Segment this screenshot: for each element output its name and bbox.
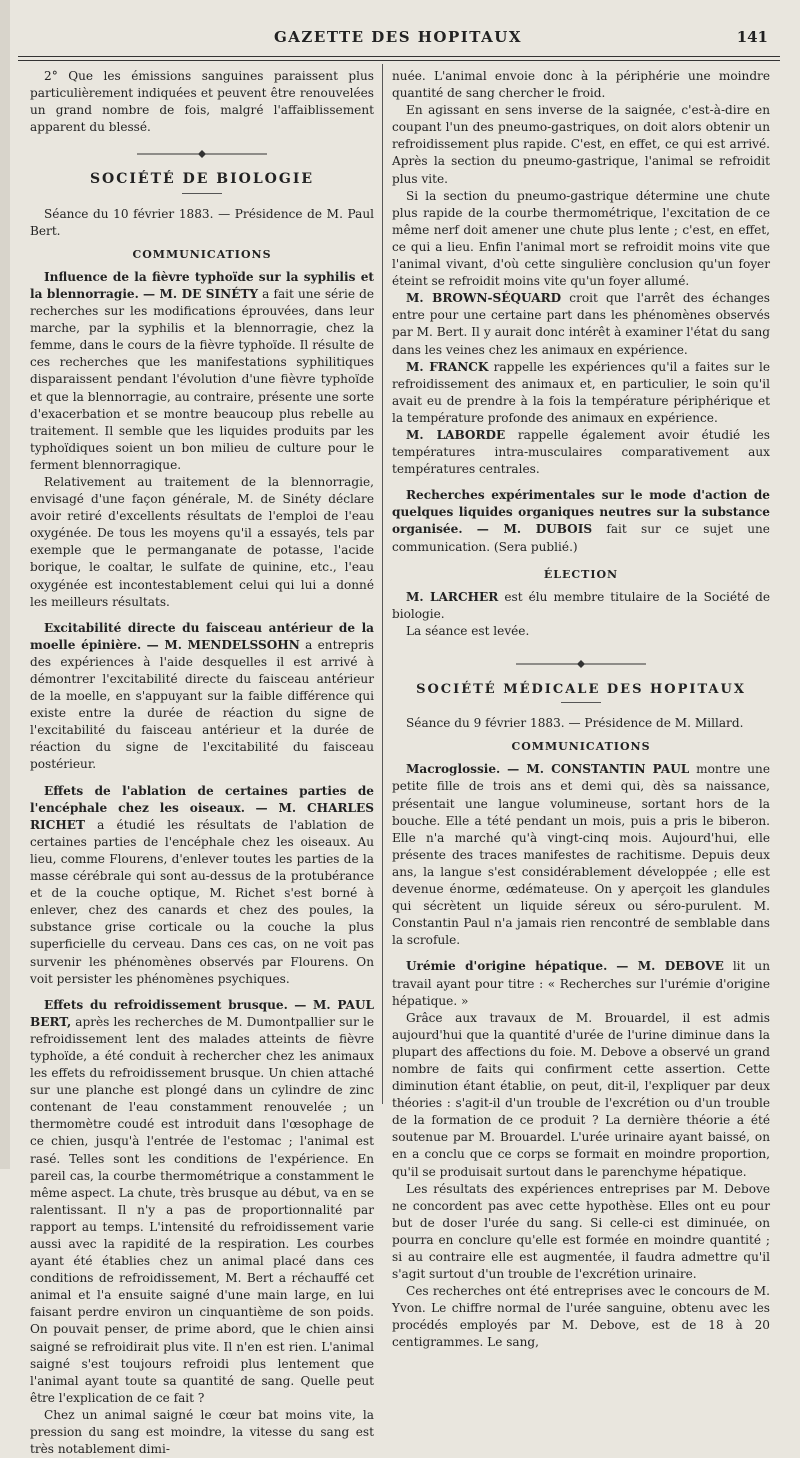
article-title: Recherches expérimentales sur le mode d'action de quelques liquides organiques neutres sur la substance organisée. xyxy=(392,488,770,537)
article-author: — M. MENDELSSOHN xyxy=(146,637,300,652)
speaker-text: est élu membre titulaire de la Société de biologie. xyxy=(392,589,770,621)
column-divider xyxy=(382,64,383,1104)
article-text: a fait une série de recherches sur les modifications éprouvées, dans leur marche, par la syphilis et la blennorragie, chez la femme, dans le cours de la fièvre typhoïde. Il résulte de ces recherches que les manifestations syphilitiques disparaissent pendant l'évolution d'une fièvre typhoïde et que la blennorragie, au contraire, présente une sorte d'exacerbation et se montre beaucoup plus rebelle au traitement. Il semble que les liquides produits par les typhoïdiques soient un bon milieu de culture pour le ferment blennorragique. xyxy=(30,286,374,472)
speaker-name: M. LARCHER xyxy=(406,589,499,604)
journal-title: GAZETTE DES HOPITAUX xyxy=(273,28,522,46)
article-author: — M. PAUL BERT, xyxy=(30,997,374,1029)
article-paragraph: Relativement au traitement de la blennorragie, envisagé d'une façon générale, M. de Sinéty déclare avoir retiré d'excellents résultats de l'emploi de l'eau oxygénée. De tous les moyens qu'il a essayés, tels par exemple que le permanganate de potasse, l'acide borique, le coaltar, le sulfate de quinine, etc., l'eau oxygénée est incontestablement celui qui lui a donné les meilleurs résultats. xyxy=(30,474,374,609)
speaker-name: M. LABORDE xyxy=(406,427,506,442)
article-liquides xyxy=(392,487,770,555)
speaker-name: M. FRANCK xyxy=(406,359,489,374)
article-title: Effets du refroidissement brusque. xyxy=(44,997,288,1012)
intro-paragraph: 2° Que les émissions sanguines paraissent plus particulièrement indiquées et peuvent être renouvelées un grand nombre de fois, malgré l'affaiblissement apparent du blessé. xyxy=(30,69,374,135)
short-rule xyxy=(182,193,222,194)
page-edge xyxy=(0,0,10,1169)
article-macroglossie xyxy=(392,761,770,949)
article-title: Influence de la fièvre typhoïde sur la syphilis et la blennorragie. xyxy=(30,269,374,301)
right-column xyxy=(392,68,770,1352)
society-title-biologie: SOCIÉTÉ DE BIOLOGIE xyxy=(89,171,315,188)
communications-heading: COMMUNICATIONS xyxy=(511,740,651,754)
header-rule-double xyxy=(18,60,780,61)
speaker-text: rappelle les expériences qu'il a faites sur le refroidissement des animaux et, en particulier, le soin qu'il avait eu de prendre à la fois la température périphérique et la température profonde des animaux en expérience. xyxy=(392,359,770,425)
article-paragraph: Chez un animal saigné le cœur bat moins vite, la pression du sang est moindre, la vitesse du sang est très notablement dimi- xyxy=(30,1407,374,1457)
page-header xyxy=(18,28,778,50)
ornament-separator xyxy=(392,656,770,673)
article-author: — M. DEBOVE xyxy=(616,959,724,974)
paragraph: Les résultats des expériences entreprises par M. Debove ne concordent pas avec cette hypothèse. Elles ont eu pour but de doser l'urée du sang. Si celle-ci est diminuée, on pourra en conclure qu'elle est formée en moindre quantité ; si au contraire elle est augmentée, il faudra admettre qu'il s'agit surtout d'un trouble de l'excrétion urinaire. xyxy=(392,1181,770,1282)
article-text: montre une petite fille de trois ans et demi qui, dès sa naissance, présentait une langue volumineuse, sortant hors de la bouche. Elle a tété pendant un mois, puis a pris le biberon. Elle n'a marché qu'à vingt-cinq mois. Aujourd'hui, elle présente des traces manifestes de rachitisme. Depuis deux ans, la langue s'est considérablement développée ; elle est devenue énorme, œdémateuse. On y aperçoit les glandules qui sécrètent un liquide séreux ou séro-purulent. M. Constantin Paul n'a jamais rien rencontré de semblable dans la scrofule. xyxy=(392,762,770,948)
paragraph-larcher xyxy=(392,589,770,623)
communications-heading: COMMUNICATIONS xyxy=(132,247,272,261)
seance-line: Séance du 9 février 1883. — Présidence de M. Millard. xyxy=(406,716,744,731)
left-column xyxy=(30,68,374,1458)
article-text: après les recherches de M. Dumontpallier sur le refroidissement lent des malades atteints de fièvre typhoïde, a été conduit à rechercher chez les animaux les effets du refroidissement brusque. Un chien attaché sur une planche est plongé dans un cylindre de zinc contenant de l'eau constamment renouvelée ; un thermomètre coudé est introduit dans l'œsophage de ce chien, jusqu'à l'entrée de l'estomac ; l'animal est rasé. Telles sont les conditions de l'expérience. En pareil cas, la courbe thermométrique a constamment le même aspect. La chute, très brusque au début, va en se ralentissant. Il n'y a pas de proportionnalité par rapport au temps. L'intensité du refroidissement varie aussi avec la rapidité de la respiration. Les courbes ayant été établies chez un animal placé dans ces conditions de refroidissement, M. Bert a réchauffé cet animal et l'a ensuite saigné d'une main large, en lui faisant perdre environ un cinquantième de son poids. On pouvait penser, de prime abord, que le chien ainsi saigné se refroidirait plus vite. Il n'en est rien. L'animal saigné s'est toujours refroidi plus lentement que l'animal ayant toute sa quantité de sang. Quelle peut être l'explication de ce fait ? xyxy=(30,1014,374,1405)
ornament-icon xyxy=(137,150,267,158)
election-heading: ÉLECTION xyxy=(543,567,619,581)
paragraph: En agissant en sens inverse de la saignée, c'est-à-dire en coupant l'un des pneumo-gastriques, on doit alors obtenir un refroidissement plus rapide. C'est, en effet, ce qui est arrivé. Après la section du pneumo-gastrique, l'animal se refroidit plus vite. xyxy=(392,103,770,186)
article-author: — M. CHARLES RICHET xyxy=(30,800,374,832)
speaker-text: rappelle également avoir étudié les températures intra-musculaires comparativement aux températures centrales. xyxy=(392,427,770,477)
paragraph-laborde xyxy=(392,427,770,478)
short-rule xyxy=(561,702,601,703)
article-syphilis xyxy=(30,269,374,474)
society-title-medicale: SOCIÉTÉ MÉDICALE DES HOPITAUX xyxy=(416,682,746,698)
continued-paragraph: nuée. L'animal envoie donc à la périphérie une moindre quantité de sang chercher le froid. xyxy=(392,69,770,101)
page-number: 141 xyxy=(736,28,768,46)
article-author: — M. CONSTANTIN PAUL xyxy=(507,762,690,777)
paragraph-brown-sequard xyxy=(392,290,770,358)
seance-close: La séance est levée. xyxy=(406,623,530,638)
paragraph: Ces recherches ont été entreprises avec le concours de M. Yvon. Le chiffre normal de l'urée sanguine, obtenu avec les procédés employés par M. Debove, est de 18 à 20 centigrammes. Le sang, xyxy=(392,1284,770,1350)
speaker-name: M. BROWN-SÉQUARD xyxy=(406,291,562,306)
paragraph: Grâce aux travaux de M. Brouardel, il est admis aujourd'hui que la quantité d'urée de l'urine diminue dans la plupart des affections du foie. M. Debove a observé un grand nombre de faits qui confirment cette assertion. Cette diminution étant établie, on peut, dit-il, l'expliquer par deux théories : s'agit-il d'un trouble de l'excrétion ou d'un trouble de la formation de ce produit ? La dernière théorie a été soutenue par M. Brouardel. L'urée urinaire ayant baissé, on en a conclu que ce corps se formait en moindre proportion, qu'il se produisait surtout dans le parenchyme hépatique. xyxy=(392,1010,770,1179)
article-title: Urémie d'origine hépatique. xyxy=(406,959,608,974)
article-author: — M. DUBOIS xyxy=(476,522,593,537)
article-moelle xyxy=(30,620,374,774)
paragraph-franck xyxy=(392,359,770,427)
article-text: fait sur ce sujet une communication. (Sera publié.) xyxy=(392,522,770,554)
article-encephale xyxy=(30,783,374,988)
article-author: — M. DE SINÉTY xyxy=(142,286,259,301)
ornament-separator xyxy=(30,146,374,163)
article-uremie xyxy=(392,958,770,1009)
seance-line: Séance du 10 février 1883. — Présidence de M. Paul Bert. xyxy=(30,206,374,238)
article-text: a étudié les résultats de l'ablation de certaines parties de l'encéphale chez les oiseaux. Au lieu, comme Flourens, d'enlever toutes les parties de la masse cérébrale qui sont au-dessus de la protubérance et de la couche optique, M. Richet s'est borné à enlever, chez des canards et chez des poules, la substance grise corticale ou la couche la plus superficielle du cerveau. Dans ces cas, on ne voit pas survenir les phénomènes observés par Flourens. On voit persister les phénomènes psychiques. xyxy=(30,817,374,986)
header-rule xyxy=(18,56,780,57)
article-refroidissement xyxy=(30,997,374,1407)
article-text: lit un travail ayant pour titre : « Recherches sur l'urémie d'origine hépatique. » xyxy=(392,959,770,1008)
ornament-icon xyxy=(516,660,646,668)
article-title: Macroglossie. xyxy=(406,762,501,777)
article-title: Excitabilité directe du faisceau antérieur de la moelle épinière. xyxy=(30,620,374,652)
paragraph: Si la section du pneumo-gastrique détermine une chute plus rapide de la courbe thermométrique, l'excitation de ce même nerf doit amener une chute plus lente ; c'est, en effet, ce qui a lieu. Enfin l'animal mort se refroidit moins vite que l'animal vivant, d'où cette singulière conclusion qu'un foyer éteint se refroidit moins vite qu'un foyer allumé. xyxy=(392,188,770,289)
article-text: a entrepris des expériences à l'aide desquelles il est arrivé à démontrer l'excitabilité directe du faisceau antérieur de la moelle, en s'appuyant sur la faible différence qui existe entre la durée de réaction du signe de l'excitabilité du faisceau antérieur et la durée de réaction du signe de l'excitabilité du faisceau postérieur. xyxy=(30,637,374,772)
article-title: Effets de l'ablation de certaines parties de l'encéphale chez les oiseaux. xyxy=(30,783,374,815)
speaker-text: croit que l'arrêt des échanges entre pour une certaine part dans les phénomènes observés par M. Bert. Il y aurait donc intérêt à examiner l'état du sang dans les veines chez les animaux en expérience. xyxy=(392,291,770,357)
